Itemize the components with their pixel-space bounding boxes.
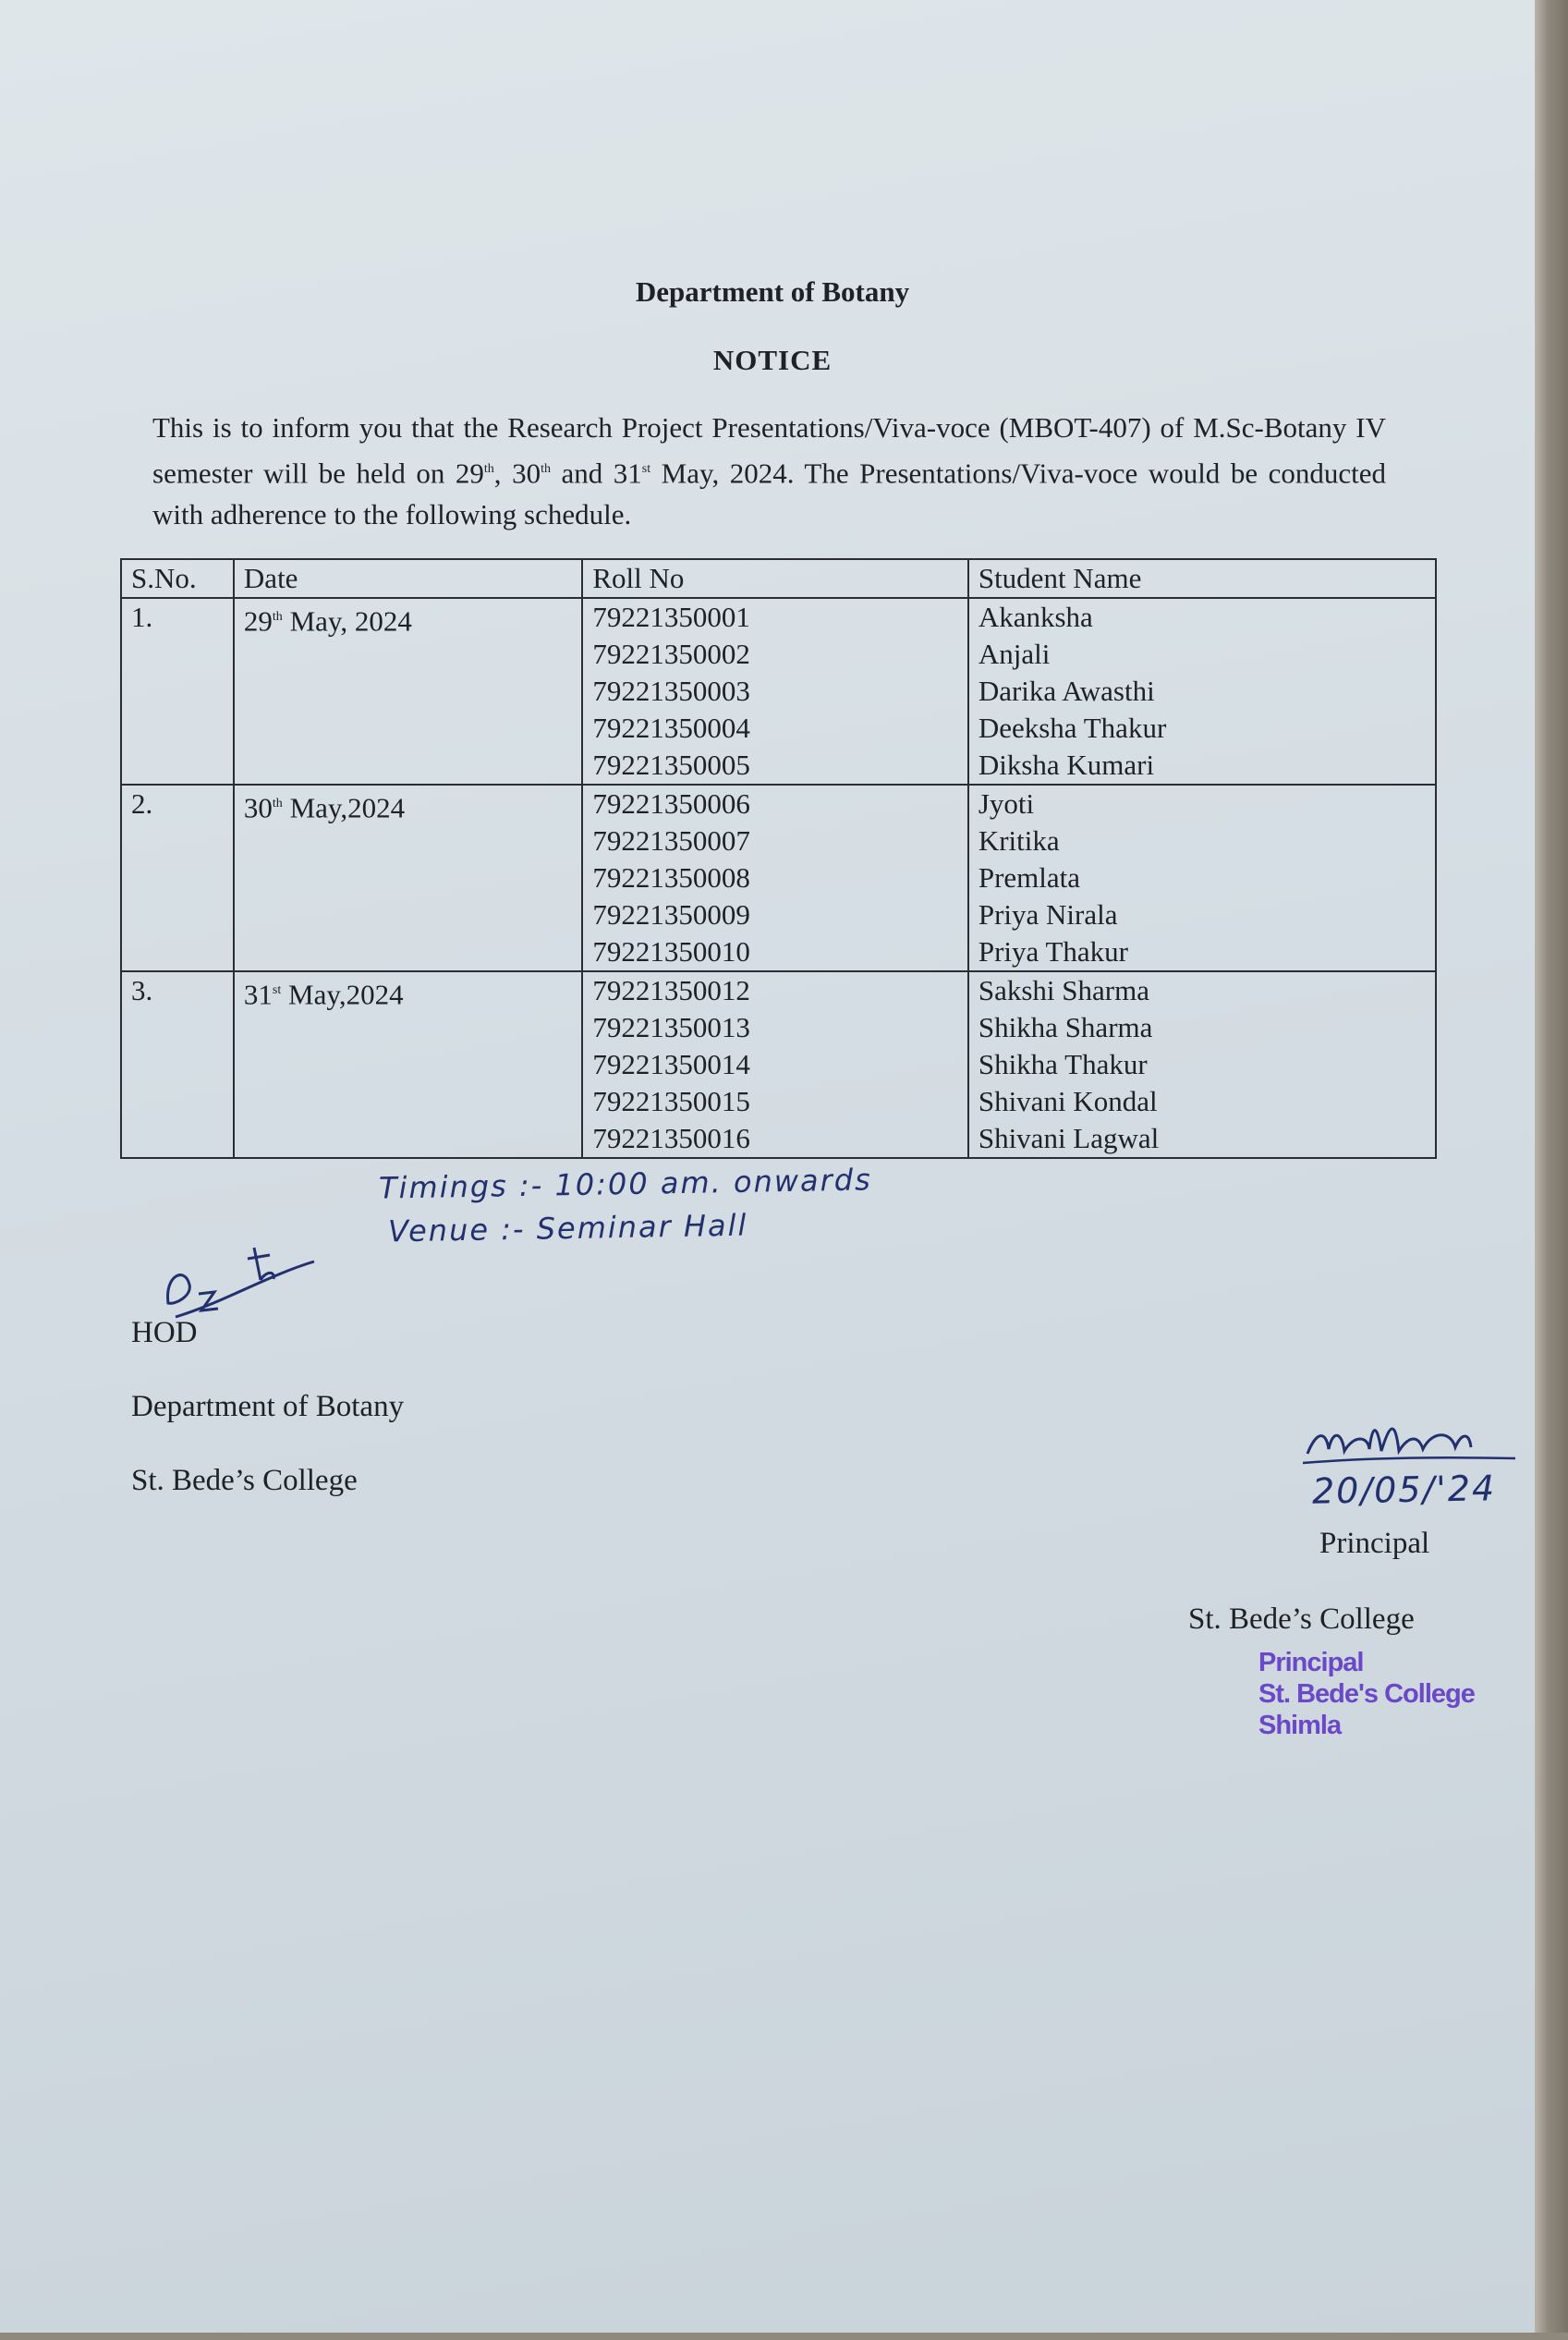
table-row: [121, 785, 1436, 971]
notice-paragraph: [152, 407, 1386, 535]
principal-signature: [1303, 1412, 1534, 1468]
hod-label: HOD: [131, 1316, 198, 1349]
schedule-table: [120, 558, 1437, 1159]
table-row: [121, 971, 1436, 1158]
cell-sno: 1.: [121, 598, 234, 785]
cell-sno: 2.: [121, 785, 234, 971]
cell-sno: 3.: [121, 971, 234, 1158]
cell-roll: 79221350012 79221350013 79221350014 79221350015 79221350016: [582, 971, 967, 1158]
stamp-line-1: Principal: [1258, 1648, 1364, 1677]
principal-date: 20/05/'24: [1311, 1468, 1497, 1512]
table-row: [121, 598, 1436, 785]
department-heading: Department of Botany: [635, 275, 910, 308]
notice-heading: NOTICE: [712, 344, 833, 376]
cell-name: Akanksha Anjali Darika Awasthi Deeksha Thakur Diksha Kumari: [968, 598, 1436, 785]
intro-text-3: and 31: [550, 457, 642, 490]
hod-department: Department of Botany: [131, 1390, 405, 1423]
intro-sup-1: th: [483, 462, 494, 476]
header-sno: S.No.: [121, 559, 234, 598]
cell-roll: 79221350001 79221350002 79221350003 79221350004 79221350005: [582, 598, 967, 785]
stamp-line-3: Shimla: [1258, 1711, 1342, 1740]
hod-college: St. Bede’s College: [131, 1464, 358, 1497]
intro-text-2: , 30: [493, 457, 541, 490]
intro-text-4: May, 2024. The Presentations/Viva-voce would be conducted with adherence to the following schedule.: [152, 457, 1386, 531]
header-date: Date: [234, 559, 582, 598]
principal-label: Principal: [1319, 1527, 1430, 1560]
handwritten-venue: Venue :- Seminar Hall: [387, 1207, 748, 1249]
table-surface: [0, 2333, 1568, 2340]
handwritten-timings: Timings :- 10:00 am. onwards: [378, 1162, 873, 1206]
cell-date: 29th May, 2024: [234, 598, 582, 785]
principal-college: St. Bede’s College: [1188, 1603, 1415, 1636]
cell-name: Jyoti Kritika Premlata Priya Nirala Priya Thakur: [968, 785, 1436, 971]
hod-signature: [157, 1238, 323, 1322]
header-name: Student Name: [968, 559, 1436, 598]
intro-text-1: This is to inform you that the Research Project Presentations/Viva-voce (MBOT-407) of M.Sc-Botany IV semester will be held on 29: [152, 411, 1386, 490]
intro-sup-3: st: [641, 462, 651, 476]
stamp-line-2: St. Bede's College: [1258, 1679, 1475, 1709]
cell-date: 30th May,2024: [234, 785, 582, 971]
header-roll: Roll No: [582, 559, 967, 598]
cell-name: Sakshi Sharma Shikha Sharma Shikha Thakur Shivani Kondal Shivani Lagwal: [968, 971, 1436, 1158]
table-header-row: [121, 559, 1436, 598]
cell-roll: 79221350006 79221350007 79221350008 79221350009 79221350010: [582, 785, 967, 971]
cell-date: 31st May,2024: [234, 971, 582, 1158]
intro-sup-2: th: [541, 462, 551, 476]
principal-stamp: [1258, 1647, 1475, 1741]
